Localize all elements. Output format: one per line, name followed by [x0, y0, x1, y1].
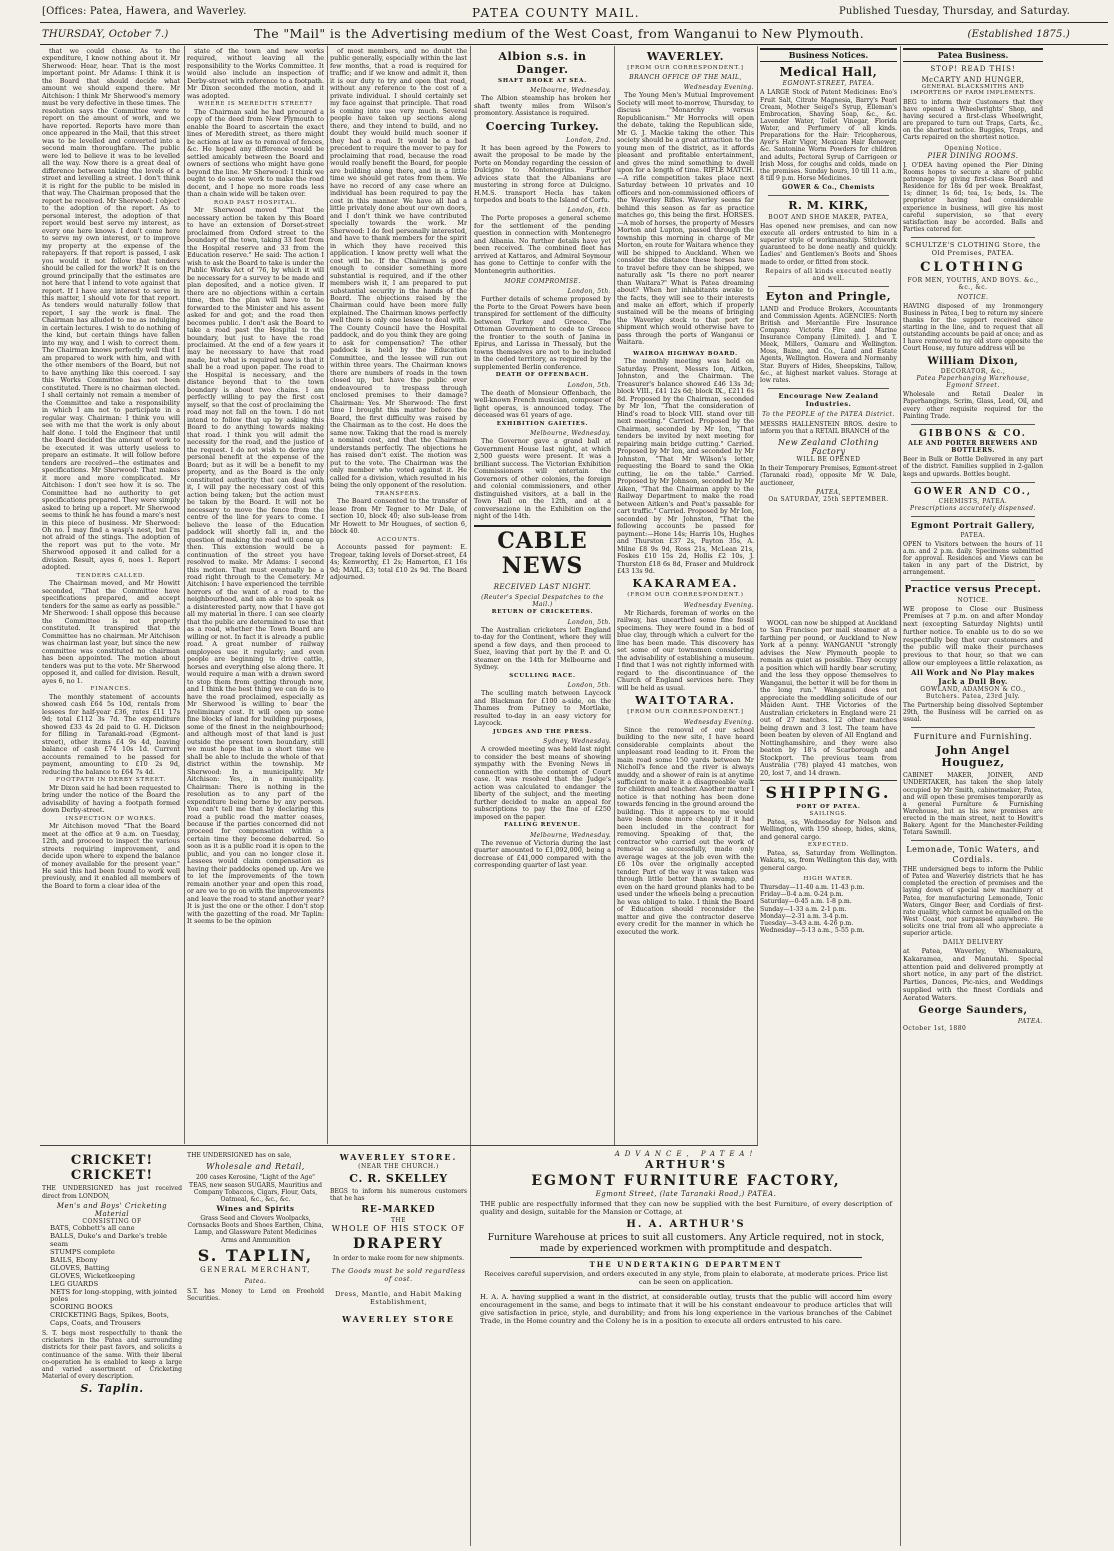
nz-text2: In their Temporary Premises, Egmont-street (Taranaki road), opposite Mr W. Dale, auctioneer, — [760, 465, 897, 487]
subheading: EXHIBITION GAIETIES. — [496, 420, 589, 427]
cricket-text: S. T. begs most respectfully to thank the cricketers in the Patea and surrounding districts for their past favors, and solicits a continuance of the same. With their liberal co-operation he is enabled to keep a large and varied assortment of Cricketing Material of every description. — [42, 1330, 182, 1380]
dateline: Melbourne, Wednesday. — [530, 831, 611, 839]
offices-line: [Offices: Patea, Hawera, and Waverley. — [42, 6, 247, 17]
dateline: London, 5th. — [567, 682, 611, 690]
arthur-text3: Receives careful supervision, and orders executed in any style, from plain to elaborate, at moderate prices. Price list can be seen on application. — [484, 1270, 888, 1287]
tide-row — [760, 898, 897, 905]
correspondent-line: [FROM OUR CORRESPONDENT.] — [627, 709, 744, 716]
arthur-factory: EGMONT FURNITURE FACTORY, — [531, 1173, 841, 1190]
stop-read: STOP! READ THIS! — [930, 65, 1016, 74]
section-heading: TENDERS CALLED. — [76, 572, 146, 579]
article-text: The Chairman said he had procured a copy of the deed from New Plymouth to enable the Board to ascertain the exact lines of Meredith street, as there might be actions at law as to removal of fences, &c. He hoped any difference would be settled amicably between the Board and owners of sections who might have gone beyond the line. Mr Sherwood: I think we ought to do some work to make the road decent, and I hope no more roads less than a chain wide will be taken over. — [187, 107, 324, 199]
headline-kakaramea: KAKARAMEA. — [632, 577, 739, 591]
tide-time: 2-31 a.m. 3-4 p.m. — [791, 912, 849, 920]
saunders-place: PATEA. — [1017, 1017, 1043, 1025]
tide-table — [760, 884, 897, 935]
correspondent-line: (FROM OUR CORRESPONDENT.) — [627, 592, 744, 599]
skelley-the: THE — [390, 1217, 407, 1224]
tide-day: Monday— — [760, 912, 792, 920]
clothing-sub: FOR MEN, YOUTHS, AND BOYS. &c., &c., &c. — [907, 276, 1039, 291]
cricket-item: BALLS, Duke's and Darke's treble seam — [50, 1231, 168, 1248]
article-text: The Albion steamship has broken her shaft twenty miles from Wilson's promontory. Assistance is required. — [474, 94, 611, 118]
skelley-name: C. R. SKELLEY — [349, 1172, 448, 1186]
cricket-item: STUMPS complete — [50, 1247, 115, 1256]
medical-hall-text: A LARGE Stock of Patent Medicines: Eno's Fruit Salt, Citrate Magnesia, Barry's Pearl Cream, Mother Seigel's Syrup, Elleman's Embrocation, Shaving Soap, &c., &c. Lavender Water, Toilet Vinegar, Florida Water, and Perfumery of all kinds. Preparations for the Hair: Tricopherous, Ayer's Hair Vigor, Mexican Hair Renewer, &c. Santonine Worm Powders for children and adults, Pectoral Syrup of Carrigeen or Irish Moss, for coughs and colds, made on the premises. Sunday hours, 10 till 11 a.m., 8 till 9 p.m. Horse Medicines. — [760, 89, 897, 182]
pier-title: PIER DINING ROOMS. — [927, 151, 1019, 160]
tide-day: Wednesday— — [760, 927, 802, 935]
column-2 — [187, 48, 324, 1142]
tide-time: 5-13 a.m., 5-55 p.m. — [801, 927, 865, 935]
gallery-sub: PATEA. — [960, 531, 986, 539]
nz-factory: New Zealand Clothing Factory — [777, 437, 880, 456]
eyton-text: LAND and Produce Brokers, Accountants and Commission Agents. AGENCIES: North British and Mercantile Fire Insurance Company. Victoria Fire and Marine Insurance Company (Limited). J. and T. Meek, Millers, Oamaru and Wellington. Moss, Baine, and Co., Land and Estate Agents, Wellington. Hawera and Normanby Star. Buyers of Hides, Sheepskins, Tallow, &c., at highest market values. Storage at low rates. — [760, 305, 897, 384]
column-5 — [617, 48, 754, 1142]
article-text: of most members, and no doubt the public generally, especially within the last few months, that a road is required for traffic; and if we know and admit it, then it is our duty to try and open that road, without any reference to the cost of a private individual. I should certainly set my face against that principle. That road is coming into use very much. Several people have taken up sections along there, and they intend to build, and no doubt they would build much sooner if they had a road. It would be a bad precedent to require the mover to pay for proclaiming that road, because the road would really benefit the Board, for people are building along there, and in a little time we should get rates from them. We have no record of any case where an individual has been required to pay the cost in this manner. We have all had a little privately done about our own doors, and I don't think we have contributed specially towards the work. Mr Sherwood: I do feel personally interested, and have to thank members for the spirit in which they have received this application. I know pretty well what the cost will be. If the Chairman is good enough to consider something more substantial is required, and if the other members wish it, I am prepared to put substantial security in the hands of the Board. The objections raised by the Chairman could have been more fully explained. The Chairman knows perfectly well there is only one lessee to deal with. The County Council have the Hospital paddock, and do you think they are going to ask for compensation? The other paddock is held by the Education Committee, and the lessee will run out within three years. The Chairman knows there are numbers of roads in the town closed up, but have the public ever endeavoured to trespass through enclosed premises to their damage? Chairman: Yes. Mr Sherwood: The first time I brought this matter before the Board, the first difficulty was raised by the Chairman as to the cost. He does the same now. Taking that the road is merely a nominal cost, and that the Chairman understands perfectly. The objections he has raised don't exist. The motion was put to the vote. The Chairman was the only member who voted against it. He called for a division, which resulted in his being the only opponent of the resolution. — [330, 48, 467, 490]
cricket-intro: THE UNDERSIGNED has just received direct from LONDON, — [42, 1185, 182, 1200]
kirk-text: Has opened new premises, and can now execute all orders entrusted to him in a superior style of workmanship. Stitchwork guaranteed to be done neatly and quickly. Ladies' and Gentlemen's Boots and Shoes made to order, or fitted from stock. — [760, 222, 897, 266]
dixon-sub: DECORATOR, &c., — [940, 368, 1006, 376]
cricket-sign: S. Taplin. — [80, 1382, 144, 1396]
cricket-sub: Men's and Boys' Cricketing Material — [56, 1201, 168, 1218]
taplin-patea: Patea. — [244, 1277, 267, 1285]
saunders-name: George Saunders, — [918, 1005, 1028, 1017]
article-text: Mr Richards, foreman of works on the railway, has unearthed some fine fossil specimens. They were found in a bed of blue clay, through which a culvert for the line has been made. This discovery has set some of our townsmen considering the advisability of establishing a museum. I find that I was not rightly informed with regard to the discontinuance of the Church of England services here. They will be held as usual. — [617, 608, 754, 692]
tide-time: 1-33 a.m. 2-1 p.m. — [789, 905, 847, 913]
schultze-title: SCHULTZE'S CLOTHING Store, the Old Premises, PATEA. — [905, 241, 1041, 257]
allwork-line: All Work and No Play makes Jack a Dull Boy. — [911, 668, 1035, 686]
port-heading: PORT OF PATEA. — [796, 803, 861, 810]
eyton-title: Eyton and Pringle, — [765, 289, 892, 303]
allwork-sign: GOWLAND, ADAMSON & CO., Butchers. Patea, 23rd July. — [920, 685, 1026, 700]
article-text: The Young Men's Mutual Improvement Society will meet to-morrow, Thursday, to discuss "Monarchy versus Republicanism." Mr Horrocks will open the debate, taking the Republican side, Mr G. J. Mackie taking the other. This society should be a great attraction to the young men of the district, as it affords pleasant and profitable entertainment, and gives the mind something to dwell upon for a length of time. RIFLE MATCH.—A rifle competition takes place next Saturday between 10 privates and 10 officers and non-commissioned officers of the Waverley Rifles. Waverley seems far behind this season as far as practice matches go, this being the first. HORSES.—A mob of horses, the property of Messrs Morton and Lupton, passed through the township this morning in charge of Mr Morton, en route for Waitara whence they will be shipped to Auckland. When we consider the distance these horses have to travel before they can be shipped, we naturally ask "Is there no port nearer than Waitara?" What is Patea dreaming about? When her inhabitants awake to the facts, they will see to their interests and make an effort, which if properly sustained will be the means of bringing the Waverley stock to that port for shipment which would otherwise have to pass through the ports of Wanganui or Waitara. — [617, 91, 754, 347]
dateline: London, 5th. — [567, 381, 611, 389]
dateline: London, 5th. — [567, 288, 611, 296]
dateline: Melbourne, Wednesday. — [530, 430, 611, 438]
skelley-near: (NEAR THE CHURCH.) — [358, 1163, 439, 1171]
headline-waitotara: WAITOTARA. — [635, 694, 736, 708]
dixon-title: William Dixon, — [927, 355, 1019, 367]
article-text: The sculling match between Laycock and Blackman for £100 a-side, on the Thames from Putney to Mortlake, resulted to-day in an easy victory for Laycock. — [474, 689, 611, 728]
section-heading: WHERE IS MEREDITH STREET? — [198, 101, 313, 108]
tide-row — [760, 920, 897, 927]
article-text: A crowded meeting was held last night to consider the best means of showing sympathy with the Evening News in connection with the contempt of Court case. It was resolved that the Judge's action was calculated to endanger the liberty of the subject, and the meeting further decided to make an appeal for subscriptions to pay the fine of £250 imposed on the paper. — [474, 745, 611, 821]
arthur-name: ARTHUR'S — [644, 1158, 728, 1172]
gower-sub: CHEMISTS, PATEA. — [938, 498, 1008, 506]
section-heading: TRANSFERS. — [375, 490, 422, 497]
article-text: The death of Monsieur Offenbach, the well-known French musician, composer of light operas, is announced today. The deceased was 61 years of age. — [474, 388, 611, 420]
taplin-name: S. TAPLIN, — [197, 1245, 314, 1265]
tide-day: Friday— — [760, 891, 787, 899]
partnership-text: The Partnership being dissolved September 29th, the Business will be carried on as usual. — [903, 701, 1043, 724]
article-text: state of the town and new works required, without leaving all the responsibility to the Works Committee. It would also include an inspection of Derby-street with reference to a footpath. Mr Dixon seconded the motion, and it was adopted. — [187, 48, 324, 100]
arthur-text2: Furniture Warehouse at prices to suit all customers. Any Article required, not in stock, made by experienced workmen with promptitude and despatch. — [487, 1233, 885, 1254]
cricket-ad — [42, 1150, 182, 1546]
arthur-text4: H. A. A. having supplied a want in the district, at considerable outlay, trusts that the public will accord him every encouragement in the same, and begs to intimate that it will be his constant endeavour to produce articles that will give satisfaction in price, style, and durability; and from his long experience in the various branches of the Cabinet Trade, in the Home country and the Colony he is in a position to execute all orders entrusted to his care. — [480, 1293, 892, 1326]
branch-office: BRANCH OFFICE OF THE MAIL, — [629, 74, 742, 82]
masthead-title: PATEA COUNTY MAIL. — [472, 6, 641, 20]
column-1 — [42, 48, 180, 1142]
kirk-title: R. M. KIRK, — [788, 199, 869, 213]
article-text: The Australian cricketers left England to-day for the Continent, where they will spend a few days, and then proceed to Suez, leaving that port by the P. and O. steamer on the 14th for Melbourne and Sydney. — [474, 625, 611, 672]
headline-turkey: Coercing Turkey. — [485, 119, 600, 133]
tide-day: Tuesday— — [760, 920, 793, 928]
clothing-title: CLOTHING — [920, 260, 1026, 276]
dixon-sub2: Patea Paperhanging Warehouse, — [916, 375, 1030, 383]
subheading: MORE COMPROMISE. — [504, 278, 581, 286]
cricket-item: BATS, Cobbett's all cane — [50, 1224, 135, 1233]
section-heading: FINANCES. — [90, 686, 132, 693]
arthur-text1: THE public are respectfully informed that they can now be supplied with the best Furniture, of every description of quality and design, suitable for the Mansion or Cottage, at — [480, 1199, 892, 1216]
nz-opened: WILL BE OPENED — [796, 456, 861, 464]
tide-time: 11-40 a.m. 11-43 p.m. — [795, 883, 865, 891]
subheading: DEATH OF OFFENBACH. — [495, 372, 590, 379]
section-heading: FOOTPATH IN DERBY STREET. — [56, 777, 166, 784]
lemonade-text: THE undersigned begs to inform the Public of Patea and Waverley districts that he has completed the erection of premises and the laying down of special new machinery at Patea, for manufacturing Lemonade, Tonic Waters, Ginger Beer, and Cordials of first-rate quality, which cannot be equalled on the West Coast, nor surpassed anywhere. He solicits one trial from all who appreciate a superior article. — [903, 866, 1043, 938]
tide-time: 0-45 a.m. 1-8 p.m. — [794, 898, 852, 906]
article-text: The Porte proposes a general scheme for the settlement of the pending question in connection with Montenegro and Albania. No further details have yet been received. The combined fleet has arrived at Kattaros, and Admiral Seymour has gone to Cettinje to confer with the Montenegrin authorities. — [474, 214, 611, 275]
gower-text: Prescriptions accurately dispensed. — [909, 505, 1037, 513]
column-7 — [760, 48, 897, 618]
column-8 — [903, 48, 1043, 1544]
cricket-item: LEG GUARDS — [50, 1279, 99, 1288]
dateline: London, 5th. — [567, 618, 611, 626]
tide-day: Sunday— — [760, 905, 790, 913]
tide-row — [760, 927, 897, 934]
notice-heading: NOTICE. — [957, 293, 989, 301]
subheading: FALLING REVENUE. — [504, 822, 581, 829]
taplin-sub: Wholesale and Retail, — [206, 1162, 305, 1172]
houguez-text: CABINET MAKER, JOINER, AND UNDERTAKER, has taken the shop lately occupied by Mr Smith, cabinetmaker, Patea, and will open these premises temporarily as a general Furniture & Furnishing Warehouse, but as his new premises are erected in the main street, next to Howitt's Bakery. Agent for the Manchester-Feilding Totara Sawmill. — [903, 772, 1043, 837]
skelley-text: BEGS to inform his numerous customers that he has — [330, 1188, 467, 1203]
cricket-item: SCORING BOOKS — [50, 1303, 113, 1312]
skelley-store: WAVERLEY STORE. — [339, 1152, 458, 1162]
kirk-note: Repairs of all kinds executed neatly and well. — [765, 267, 892, 282]
publication-days: Published Tuesday, Thursday, and Saturday. — [838, 6, 1070, 17]
kirk-sub: BOOT AND SHOE MAKER, PATEA, — [768, 213, 889, 221]
issue-date: THURSDAY, October 7.) — [42, 29, 169, 40]
arthur-ad — [474, 1150, 898, 1546]
arthur-advance: ADVANCE, PATEA! — [614, 1150, 758, 1158]
cricket-title: CRICKET! CRICKET! — [70, 1153, 154, 1184]
mccarty-title: McCARTY AND HUNGER, — [921, 75, 1025, 84]
masthead-tagline: The "Mail" is the Advertising medium of the West Coast, from Wanganui to New Plymouth. — [254, 26, 865, 41]
article-text: It has been agreed by the Powers to await the proposal to be made by the Porte on Monday regarding the cession of Dulcigno to Montenegrins. Further advices state that the Albanians are mustering in strong force at Dulcigno. H.M.S. transport Hecla has taken torpedos and boats to the Island of Corfu. — [474, 143, 611, 204]
tide-row — [760, 891, 897, 898]
daily-delivery: DAILY DELIVERY — [942, 939, 1004, 947]
gallery-text: OPEN to Visitors between the hours of 11 a.m. and 2 p.m. daily. Specimens submitted for approval. Residences and Views can be taken in any part of the District, by arrangement. — [903, 540, 1043, 577]
dateline: Sydney, Wednesday. — [543, 738, 611, 746]
subheading: RETURN OF CRICKETERS. — [491, 609, 594, 616]
sailings-label: SAILINGS. — [809, 811, 848, 818]
skelley-dress: Dress, Mantle, and Habit Making Establishment, — [334, 1290, 463, 1306]
cricket-item: GLOVES, Batting — [50, 1263, 110, 1272]
business-notices-heading: Business Notices. — [760, 48, 897, 62]
established-year: (Established 1875.) — [967, 29, 1070, 40]
article-text: The monthly statement of accounts showed cash £64 5s 10d, rentals from lessees for half-year £36, rates £11 17s 9d; total £112 3s 7d. The expenditure showed £33 4s 2d paid to G. H. Dickson for filling in Taranaki-road (Egmont-street), other items £4 9s 4d, leaving balance of cash £74 10s 1d. Current accounts remained to be passed for payment, amounting to £10 2s 9d, reducing the balance to £64 7s 4d. — [42, 692, 180, 776]
cricket-item: GLOVES, Wicketkeeping — [50, 1271, 136, 1280]
article-text: Mr Sherwood moved "That the necessary action be taken by this Board to have an extension of Dorset-street proclaimed from Oxford street to the boundary of the town, taking 33 feet from the Hospital reserve and 33 from the Education reserve." He said: The action I wish to ask the Board to take is under the Public Works Act of '76, by which it will be necessary for a survey to be made and plan deposited, and a notice given. If there are no objections within a certain time, then the plan will have to be forwarded to the Minister and his assent asked for and got; and the road then becomes public. I don't ask the Board to take a road past the Hospital to the boundary, but just to have the road proclaimed. At the end of a few years it may be necessary to have that road made, but what is required now is that it shall be a road upon paper. The road to the Hospital is necessary, and the distance beyond that to the town boundary is about two chains. I am perfectly willing to pay the first cost myself, so that the cost of proclaiming the road may not fall on the town. I do not intend to follow that up by asking this Board to do anything towards making that road. I think you will admit the necessity for the road, and the justice of the request. I do not wish to derive any personal benefit at the expense of the Board; but as it will be a benefit to my property, and as the Board is the only constituted authority that can deal with it, I will pay the necessary cost of this action being taken; but the action must be taken by the Board. It will not be necessary to move the fence from the centre of the line for years to come. I believe the lease of the Education paddock will shortly fall in, and the question of making the road will come up then. This extension would be a continuation of the street you have resolved to make. Mr Adams: I second this motion. That must eventually be a road right through to the Cemetery. Mr Aitchison: I have experienced the terrible horrors of the want of a road to the neighbourhood, and am able to speak as a disinterested party, now that I have got all my material in there. I can see clearly that the public are determined to use that as a road, whether the Town Board are willing or not. In fact it is already a public road. A great number of railway employees use it regularly; and even people are beginning to drive cattle, horses and everything else along there. It would require a man with a drawn sword to stop them from getting through now, and I think the best thing we can do is to have the road proclaimed, especially as Mr Sherwood is willing to bear the preliminary cost. It will open up some fine blocks of land for building purposes, some of the finest in the neighbourhood; and although most of that land is just outside the present town boundary, still we must hope that in a short time we shall be able to include the whole of that district within the township. Mr Sherwood: In a municipality. Mr Aitchison: Yes, in a municipality. Chairman: There is nothing in the resolution as to any part of the expenditure being borne by any person. You can't tell me that by declaring this road a public road the matter ceases, because if the parties concerned did not proceed for compensation within a certain time they become debarred. So soon as it is a public road it is open to the public, and you can no longer close it. Lessees would claim compensation as having their paddocks opened up. Are we to let the improvements of the town remain another year and open this road, or are we to go on with the improvements and leave the road to stand another year? It is just the one or the other. I don't stop with the gazetting of the road. Mr Taplin: It seems to be the opinion — [187, 206, 324, 926]
mccarty-sub: GENERAL BLACKSMITHS AND IMPORTERS OF FARM IMPLEMENTS. — [910, 83, 1036, 97]
section-heading: ROAD PAST HOSPITAL. — [213, 199, 298, 206]
subheading: SHAFT BROKE AT SEA. — [497, 77, 587, 84]
tide-day: Thursday— — [760, 883, 796, 891]
taplin-money: S.T. has Money to Lend on Freehold Securities. — [187, 1287, 324, 1302]
gallery-title: Egmont Portrait Gallery, — [910, 520, 1036, 531]
article-text: Mr Dixon said he had been requested to bring under the notice of the Board the advisability of having a footpath formed down Derby-street. — [42, 783, 180, 815]
dixon-text: Wholesale and Retail Dealer in Paperhangings, Scrim, Glass, Lead, Oil, and every other requisite required for the Painting Trade. — [903, 391, 1043, 420]
cricket-item-list — [42, 1225, 182, 1328]
taplin-wines: Wines and Spirits — [216, 1203, 295, 1213]
tide-row — [760, 913, 897, 920]
taplin-ad — [187, 1150, 324, 1546]
dateline: Wednesday Evening. — [683, 84, 754, 92]
houguez-title: John Angel Houguez, — [936, 743, 1010, 770]
nz-patea: PATEA, — [815, 488, 842, 496]
gibbons-text: Beer in Bulk or Bottle Delivered in any part of the district. Families supplied in 2-gallon kegs and upwards. Bottles bought. — [903, 456, 1043, 478]
arthur-undertaking: THE UNDERTAKING DEPARTMENT — [589, 1260, 783, 1270]
subheading: WAIROA HIGHWAY BOARD. — [633, 350, 738, 357]
skelley-ad — [330, 1150, 467, 1546]
cricket-item: NETS for long-stopping, with jointed poles — [50, 1287, 177, 1304]
cable-news-banner: CABLE NEWS — [497, 527, 588, 580]
skelley-drapery: DRAPERY — [352, 1236, 445, 1253]
medical-hall-sign: GOWER & Co., Chemists — [782, 184, 875, 192]
subheading: JUDGES AND THE PRESS. — [493, 728, 592, 735]
article-text: Since the removal of our school building to the new site, I have heard considerable complaints about the unpleasant road leading to it. From the main road some 150 yards between Mr Nicholl's fence and the river is always muddy, and a shower of rain is at anytime sufficient to make it a disagreeable walk for children and teacher. Another matter I notice is that nothing has been done towards fencing in the ground around the building. This it appears to me would have been done more cheaply if it had been included in the contract for removing. Speaking of that, the contractor who carried out the work of removal so successfully, made only average wages at the job even with the £6 10s over the originally accepted tender. Part of the way it was taken was through little better than swamp, and even on the hard ground planks had to be used under the wheels being a precaution he was obliged to take. I think the Board of Education should reconsider the matter and give the contractor deserve every credit for the manner in which he executed the work. — [617, 725, 754, 936]
tide-row — [760, 884, 897, 891]
taplin-items: 200 cases Kerosine, "Light of the Age" TEAS, new season SUGARS, Mauritius and Company Tobaccos, Cigars, Flour, Oats, Oatmeal, &c., &c., &c. — [189, 1174, 322, 1203]
nz-people: To the PEOPLE of the PATEA District. — [762, 411, 895, 419]
tide-day: Saturday— — [760, 898, 795, 906]
article-text: The Board consented to the transfer of lease from Mr Tegner to Mr Dale, of section 10, block 40; also sub-lease from Mr Howett to Mr Hougues, of section 6, block 40. — [330, 497, 467, 536]
saunders-date: October 1st, 1880 — [903, 1024, 967, 1032]
nz-text1: MESSRS HALLENSTEIN BROS. desire to inform you that a RETAIL BRANCH of the — [760, 421, 897, 436]
cricket-consisting: CONSISTING OF — [82, 1218, 142, 1226]
dateline: London, 4th. — [567, 207, 611, 215]
skelley-footer: WAVERLEY STORE — [342, 1313, 455, 1324]
patea-business-heading: Patea Business. — [903, 48, 1043, 62]
expected-label: EXPECTED. — [807, 842, 850, 849]
article-text: that we could chose. As to the expenditure, I know nothing about it. Mr Sherwood: Hear, hear. That is the most important point. Mr Adams: I think it is the Board that should decide what amount we should expend there. Mr Aitchison: I think Mr Sherwood's memory must be very defective in these times. The resolution says the Committee were to report on the amount of work, and we have reported. Reports have more than once appeared in the Mail, that this street was to be levelled and converted into a second main thoroughfare. The public were led to believe it was to be levelled all the way. Now there is a great deal of difference between taking the levels of a street and levelling a street. I don't think it is right for the public to be misled in that way. The Chairman proposed that the report be received. Mr Sherwood: I object to the adoption of the report. As to personal interest, the adoption of that report would best serve my interest, as every one here knows. I don't come here to serve my own interest, or to improve my property at the expense of the ratepayers. If that report is passed, I ask you would it not follow that tenders should be called for the work? It is on the ground principally that the estimates are not here that I intend to vote against that report. If I have any interest to serve in this matter, I should vote for that report. As tenders would naturally follow that report, I say the work is final. The Chairman has alluded to me as indulging in certain lectures. I wish to do nothing of the kind, but certain things have fallen into my way, and I wish to correct them. The Chairman knows perfectly well that I am prepared to work with him, and with the other members of the Board, but not to have anything like this coerced. I say this Works Committee has not been constituted. There is no chairman elected. I shall certainly not remain a member of the Committee and take a responsibility in which I am not to participate in a regular way. Chairman: I think you will see with me that the work is only about half done. I told the Engineer that until the Board decided the amount of work to be executed it was utterly useless to prepare an estimate. It will follow before tenders are received—the estimates and specifications. Mr Sherwood: That makes it more and more complicated. Mr Aitchison: I don't see how it is so. The Committee had no authority to get specifications prepared. They were simply asked to bring up a report. Mr Sherwood seems to think he has found a mare's nest in this piece of business. Mr Sherwood: Oh no. I may find a wasp's nest, but I'm not afraid of the stings. The adoption of the report was put to the vote. Mr Sherwood opposed it and called for a division. Result, ayes 6, noes 1. Report adopted. — [42, 48, 180, 572]
article-text: The Governor gave a grand ball at Government House last night, at which 2,500 guests were present. It was a brilliant success. The Victorian Exhibition Commissioners will entertain the Governors of other colonies, the foreign and colonial commissioners, and other distinguished visitors, at a ball in the Town Hall on the 12th, and at a conversazione in the Exhibition on the night of the 14th. — [474, 437, 611, 521]
mccarty-text: BEG to inform their Customers that they have opened a Wheelwrights' Shop, and having secured a first-class Wheelwright, are prepared to turn out Traps, Carts, &c., on the shortest notice. Buggies, Traps, and Carts repaired on the shortest notice. — [903, 98, 1043, 142]
pier-text: J. O'DEA having opened the Pier Dining Rooms hopes to secure a share of public patronage by giving first-class Board and Residence for 18s 6d per week. Breakfast, 1s; dinner, 1s 6d; tea, 1s; beds, 1s. The proprietor having had considerable experience in business, will give his most careful supervision, so that every satisfaction may be accorded. Balls and Parties catered for. — [903, 161, 1043, 233]
skelley-whole: WHOLE OF HIS STOCK OF — [331, 1224, 466, 1234]
dixon-sub3: Egmont Street. — [946, 382, 1000, 390]
article-text: WOOL can now be shipped at Auckland to San Francisco per mail steamer at a farthing per pound, or Auckland to New York at a penny. WANGANUI "strongly advises the New Plymouth people to remain as quiet as possible. They occupy a position which will hardly bear scrutiny, and the less they oppose themselves to Wanganui, the better it will be for them in the long run." Wanganui does not appreciate the meddling solicitude of our Maiden Aunt. THE Victories of the Australian cricketers in England were 21 out of 27 matches. 12 other matches being drawn and 3 lost. The team have been beaten by eleven of All England and Nottinghamshire, and they were also beaten by 18's of Scarborough and Stockport. The previous team from Australia ('78) played 41 matches, won 20, lost 7, and 14 drawn. — [760, 620, 897, 777]
sailings-text: Patea, ss, Wednesday for Nelson and Wellington, with 150 sheep, hides, skins, and general cargo. — [760, 817, 897, 841]
article-text: Further details of scheme proposed by the Porte to the Great Powers have been transpired for settlement of the difficulty between Turkey and Greece. The Ottoman Government to cede to Greece the frontier to the south of Janina in Epirus, and Larissa in Thessaly, but the towns themselves are not to be included in the ceded territory, as required by the supplemented Berlin conference. — [474, 295, 611, 371]
cable-note: (Reuter's Special Despatches to the Mail.) — [481, 594, 604, 609]
notice-text: HAVING disposed of my Ironmongery Business in Patea, I beg to return my sincere thanks for the support received since starting in the line, and to request that all outstanding accounts be paid at once; and as I have removed to my old store opposite the Court House, my future address will be — [903, 302, 1043, 353]
section-heading: INSPECTION OF WORKS. — [65, 815, 157, 822]
article-text: Mr Aitchison moved "That the Board meet at the office at 9 a.m. on Tuesday, 12th, and proceed to inspect the various streets requiring improvement, and decide upon where to expend the balance of money available for the present year." He said this had been found to work well previously, and it enabled all members of the Board to form a clear idea of the — [42, 822, 180, 890]
cable-subtitle: RECEIVED LAST NIGHT. — [493, 583, 592, 592]
gower-title: GOWER AND CO., — [914, 486, 1032, 497]
practice-notice: NOTICE. — [957, 596, 989, 604]
headline-waverley: WAVERLEY. — [646, 50, 725, 63]
medical-hall-sub: EGMONT-STREET, PATEA. — [782, 80, 875, 88]
nz-heading: Encourage New Zealand Industries. — [778, 391, 879, 408]
high-water-heading: HIGH WATER. — [803, 876, 854, 883]
column-3 — [330, 48, 467, 1142]
gibbons-title: GIBBONS & CO. — [919, 428, 1027, 439]
expected-text: Patea, ss, Saturday from Wellington. Wakatu, ss, from Wellington this day, with general cargo. — [760, 848, 897, 872]
skelley-goods: The Goods must be sold regardless of cost. — [331, 1266, 466, 1283]
taplin-intro: THE UNDERSIGNED has on sale, — [187, 1152, 292, 1159]
article-text: Accounts passed for payment: E. Tregear, taking levels of Dorset-street, £4 4s; Kenworthy, £1 2s; Hamerton, £1 16s 9d; MAIL, £3; total £10 2s 9d. The Board adjourned. — [330, 543, 467, 581]
article-text: The Chairman moved, and Mr Howitt seconded, "That the Committee have specifications prepared, and accept tenders for the same as early as possible." Mr Sherwood: I shall oppose this because the Committee is not properly constituted. It transpired that the Committee has no chairman. Mr Aitchison was chairman last year, but since the new committee was constituted no chairman has been appointed. The motion about tenders was put to the vote. Mr Sherwood opposed it, and called for division. Result, ayes 6, no 1. — [42, 579, 180, 685]
medical-hall-title: Medical Hall, — [779, 65, 878, 80]
skelley-text2: In order to make room for new shipments. — [332, 1254, 465, 1262]
tide-time: 3-43 a.m. 4-26 p.m. — [792, 920, 854, 928]
tide-row — [760, 906, 897, 913]
lemonade-heading: Lemonade, Tonic Waters, and Cordials. — [906, 845, 1040, 864]
correspondent-line: [FROM OUR CORRESPONDENT.] — [627, 64, 744, 71]
dateline: Wednesday Evening. — [683, 718, 754, 726]
headline-albion: Albion s.s. in Danger. — [498, 50, 587, 76]
taplin-gm: GENERAL MERCHANT, — [200, 1266, 311, 1275]
daily-text: at Patea, Waverley, Whenuakura, Kakaramea, and Manutahi. Special attention paid and delivered promptly at short notice, in any part of the district. Parties, Dances, Pic-nics, and Weddings supplied with the finest Cordials and Aerated Waters. — [903, 947, 1043, 1002]
practice-title: Practice versus Precept. — [904, 585, 1042, 596]
gibbons-sub: ALE AND PORTER BREWERS AND BOTTLERS. — [908, 440, 1038, 455]
section-heading: ACCOUNTS. — [376, 536, 421, 543]
tide-time: 0-4 a.m. 0-24 p.m. — [786, 891, 844, 899]
column-4 — [474, 48, 611, 1142]
article-text: The revenue of Victoria during the last quarter amounted to £1,092,000, being a decrease of £41,000 compared with the corresponding quarter of last year. — [474, 838, 611, 870]
nz-date: On SATURDAY, 25th SEPTEMBER. — [768, 495, 889, 503]
article-text: The monthly meeting was held on Saturday. Present, Messrs Ion, Aitken, Johnston, and the Chairman. The Treasurer's balance showed £46 13s 3d; block VIII., £41 12s 6d; block IX., £211 6s 8d. Proposed by the Chairman, seconded by Mr Ion, "That the consideration of Hind's road to block VIII. stand over till next meeting." Carried. Proposed by the Chairman, seconded by Mr Ion, "That tenders be invited by next meeting for repairing main bridge cutting." Carried. Proposed by Mr Ion, and seconded by Mr Johnston, "That Mr Wilson's letter, requesting the Board to sand the Okia cutting, lie on the table." Carried. Proposed by Mr Johnson, seconded by Mr Aiken, "That the Chairman apply to the Railway Department to make the road between Aitken's and Peat's passable for cart traffic." Carried. Proposed by Mr Ion, seconded by Mr Johnston, "That the following accounts be passed for payment:—Hone 14s; Harris 10s, Hughes and Thurston £37 2s, Payton 35s, A. Milne £8 9s 9d, Ross 21s, McLean 21s, Foskes £10 15s 2d, Hollis £2 10s, J. Thurston £18 6s 8d, Fraser and Muldrock £43 13s 9d. — [617, 357, 754, 575]
subheading: SCULLING RACE. — [509, 672, 576, 679]
arthur-ha: H. A. ARTHUR'S — [626, 1219, 746, 1231]
dateline: Wednesday Evening. — [683, 601, 754, 609]
furniture-heading: Furniture and Furnishing. — [913, 732, 1033, 742]
taplin-items2: Grass Seed and Clovers Woolpacks, Cornsacks Boots and Shoes Earthen, China, Lamp, and Glassware Patent Medicines Arms and Ammunition — [187, 1215, 324, 1244]
practice-text: WE propose to Close our Business Premises at 7 p.m. on and after Monday next (excepting Saturday Nights) until further notice. To enable us to do so we respectfully beg that our customers and the public will make their purchases previous to that hour, so that we can allow our employees a little relaxation, as — [903, 604, 1043, 667]
cricket-item: BAILS, Ebony — [50, 1255, 98, 1264]
arthur-street: Egmont Street, (late Taranaki Road,) PATEA. — [595, 1190, 777, 1199]
cricket-item: CRICKETING Bags, Spikes, Boots, Caps, Coats, and Trousers — [50, 1311, 169, 1328]
dateline: London, 2nd. — [566, 136, 611, 144]
skelley-remarked: RE-MARKED — [361, 1205, 436, 1216]
column-6 — [760, 620, 897, 1140]
shipping-heading: SHIPPING. — [765, 783, 892, 803]
opening-notice: Opening Notice. — [944, 144, 1002, 152]
dateline: Melbourne, Wednesday. — [530, 87, 611, 95]
